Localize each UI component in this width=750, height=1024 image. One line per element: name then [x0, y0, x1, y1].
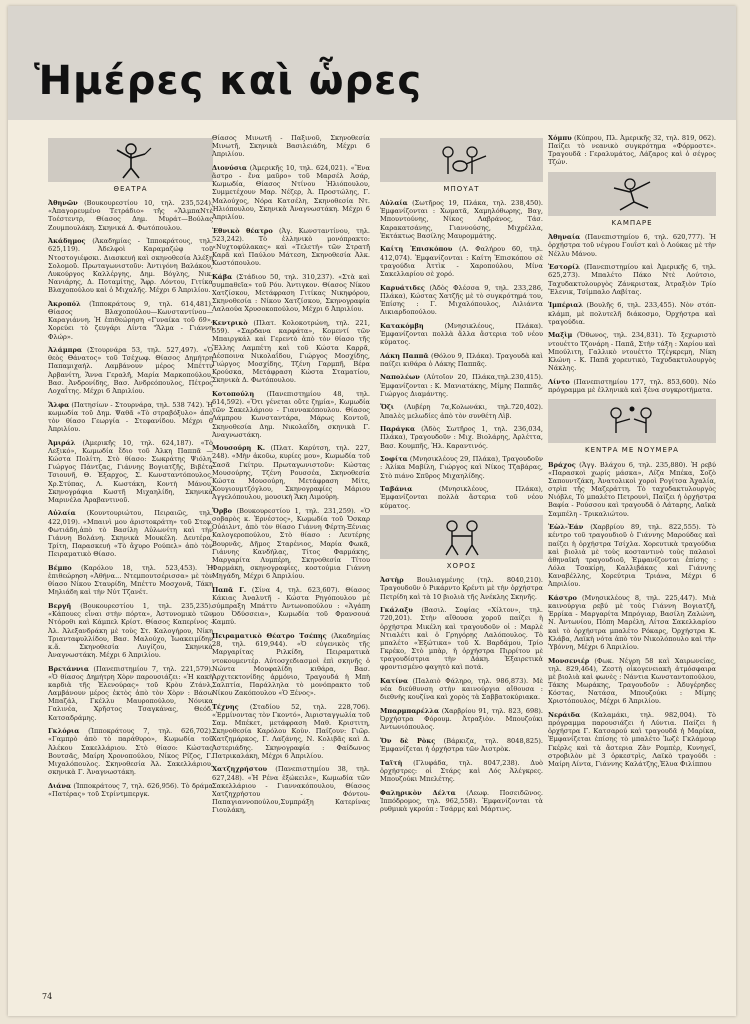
listing-entry	[212, 273, 370, 314]
venue-details: (Βάρκιζα, τηλ. 8048,825). Ἐμφανίζεται ἡ ὀρχήστρα τῶν Ἀιστρὸκ.	[380, 736, 543, 754]
listing-entry	[380, 245, 543, 278]
venue-details: (Ἁδὸς Φλέσσα 9, τηλ. 233,286, Πλάκα), Κώστας Χατζῆς μὲ τὸ συγκρότημά του, Ἐπίσης : Γ. Μιχαλόπουλος, Λιλιάντα Λικιαρδοπούλου.	[380, 283, 543, 317]
venue-name: Πειραματικὸ Θέατρο Τσέπης	[212, 632, 327, 641]
listing-entry	[380, 789, 543, 813]
listing-entry	[212, 507, 370, 580]
venue-name: Ἄλφα	[48, 400, 70, 409]
listing-entry	[380, 403, 543, 419]
venue-name: Παράγκα	[380, 425, 416, 434]
venue-name: Γκάλαξυ	[380, 606, 413, 615]
listing-entry	[380, 455, 543, 479]
listing-entry	[48, 439, 213, 504]
venue-details: (Φωκ. Νέγρη 58 καὶ Χαιρωνείας, τηλ. 829,464), Ζεστὴ οἰκογενειακὴ ἀτμόσφαιρα μὲ βιολιὰ καὶ φωνὲς : Νάντια Κωνσταντοπούλου, Τάκης Μωράκης, Τραγουδοῦν : Ἀδυγέρηδες Κόστας, Νατάσα, Μπουζούκι : Μίμης Χριστόπουλος, Μέχρι 6 Ἀπριλίου.	[548, 656, 716, 706]
venue-details: (Στουρνάρα 53, τηλ. 527,497). «Ὁ θεὸς Θάνατος» τοῦ Τσέχωφ. Θίασος Δημήτρη Παπαμιχαήλ. Λαμβάνουν μέρος Μπέττυ Ἀρβανίτη, Ἄννα Γεραλῆ, Μαρία Μαρκοπούλου, Βασ. Ἀνδρονίδης, Βασ. Ἀνδρεόπουλος, Πέτρος Λοχαΐτης. Μέχρι 6 Ἀπριλίου.	[48, 346, 213, 395]
venue-name: Κεντρικὸ	[212, 319, 248, 328]
venue-name: Ἀθηναία	[548, 233, 581, 242]
venue-details: (Βουκουρεστίου 1, τηλ. 231,259). «Ὁ σοβαρὸς κ. Ἐρνέστος», Κωμωδία τοῦ Ὄσκαρ Οὐάιλντ, ἀπὸ τὸν θίασο Γιάννη Φέρτη-Ξένιας Καλογεροπούλου, Στὸ θίασο : Λευτέρης Βουρνᾶς, Δῆμος Σταρένιος, Μαρία Φωκᾶ, Γιάννης Κανδήλας, Τίτος Φαρμάκης, Μαργαρίτα Λυμπέρη, Σκηνοθεσία Τίτου Φαρμάκη, σκηνογραφίες, κοστούμια Γιάννη Μηγάδη, Μέχρι 6 Ἀπριλίου.	[212, 506, 370, 581]
section-kentra	[548, 399, 716, 454]
theatre-illustration	[48, 138, 213, 182]
section-caption-kentra: ΚΕΝΤΡΑ ΜΕ ΝΟΥΜΕΡΑ	[585, 446, 679, 455]
venue-name: Τέχνης	[212, 702, 239, 711]
venue-details: (Θόλου 9, Πλάκα). Τραγουδὰ καὶ παίζει κιθάρα ὁ Λάκης Παππᾶς.	[380, 351, 543, 368]
listing-entry	[380, 284, 543, 317]
venue-details: (Κύπρου, Πλ. Ἀμερικῆς 32, τηλ. 819, 062). Παίζει τὸ νεανικὸ συγκρότημα «Φόρμοστε». Τραγουδᾶ : Γεραλυμάτος, Λάζαρος καὶ ὁ σέγρος Τζών.	[548, 134, 716, 167]
venue-details: (Πανεπιστημίου 7, τηλ. 221,579). «Ὁ θίασος Δημήτρη Χὸρν παρουσιάζει: «Ἡ κακὴ καρδιὰ τῆς Ἑλενούρας» τοῦ Κρὸυ Ζτάνλ, Λαμβάνουν μέρος ἐκτὸς ἀπὸ τὸν Χὸρν : Βάσω Μπαζάλ, Γκέλλυ Μαυροπούλου, Νόνικα Γαλινέα, Χρῆστος Τσαγκάνας, Θεόδ. Κατσαδράμης.	[48, 664, 213, 722]
venue-name: Σοφίτα	[380, 455, 408, 464]
venue-name: Ἱμπέριαλ	[548, 301, 584, 310]
listing-entry	[380, 322, 543, 346]
listing-entry	[212, 134, 370, 158]
listing-entry	[548, 378, 716, 394]
listing-entry	[48, 300, 213, 341]
column-2	[212, 134, 370, 1004]
venue-name: Διάνα	[48, 781, 72, 790]
listing-entry	[380, 677, 543, 701]
venue-details: (Σωτῆρος 19, Πλάκα, τηλ. 238,450). Ἐμφανίζονται : Χωματᾶ, Χαμηλόθωρης, Βαγ, Μπουντούνης, Νίκος Λαβράνος, Τάσ. Καρακατσάνης, Γιαννούσης, Μιχρέλλα, Ἐκτάκτως Βασίλης Μαυρομμάτης.	[380, 199, 543, 240]
section-caption-kampare: ΚΑΜΠΑΡΕ	[611, 219, 653, 228]
listing-entry	[380, 373, 543, 397]
venue-details: (Σταδίου 52, τηλ. 228,706). «Ἐρμίνοντας τὸν Γκοντό», Ἀιρισταγγωλία τοῦ Σαμ. Μπέκετ, μετάφραση Μαθ. Κριστιτη, Σκηνοθεσία Καρόλου Κοὺν. Παίζουν: Γιῶρ. Χατζημάρκος, Γ. Λαζάνης, Ν. Κολιβᾶς καὶ Δ. Ἀστεριάδης. Σκηνογραφία : Φαίδωνος Πατρικαλάκη, Μέχρι 6 Ἀπριλίου.	[212, 702, 370, 760]
page-title: Ἡμέρες καὶ ὧρες	[34, 58, 423, 104]
column-1	[48, 134, 213, 1004]
venue-name: Ἐστορίλ	[548, 263, 580, 272]
listing-entry	[48, 602, 213, 659]
venue-name: Αὐλαία	[380, 199, 408, 208]
listing-entry	[548, 523, 716, 588]
venue-details: (Βουκουρεστίου 10, τηλ. 235,524). «Ἀπαγορευμένο Τετράδιο» τῆς «ἌλμπαΝτὲ Τοέστεντρ, Θίασος Δημ. Μυράτ—Βούλας Ζουμπουλάκη. Σκηνικά Δ. Φωτόπουλου.	[48, 199, 213, 232]
section-caption-choros: ΧΟΡΟΣ	[446, 562, 477, 571]
kentra-illustration	[548, 399, 716, 443]
venue-details: (Ἱπποκράτους 9, τηλ. 614,481). Θίασος Βλαχοπούλου—Κωνσταντίνου—Καραγιάννη. Ἡ ἐπιθεώρηση «Γυναίκα τοῦ 69», Χορεύει τὸ ζευγάρι Λίντα "Ἄλμα - Γιάννη Φλώρ».	[48, 299, 213, 341]
venue-details: (Μνησικλέους 8, τηλ. 225,447). Μιὰ καινούργια ρεβύ μὲ τοὺς Γιάννη Βογιατζῆ, Ἐρρίκα - Μαργαρίτα Μπρόγιαρ, Βασίλη Ζαλώνη, Ν. Ἀντωνίου, Πόπη Μαρέλη, Λίτσα Σακελλαρίου καὶ τὸ ὀρχήστρα μπαλέτο Ρόκαρς, Ὀρχήστρα Κ. Κλάβα, Λαϊκὴ νότα ἀπὸ τὸν Νικολόπουλο καὶ τὴν Ὑβόννη, Μέχρι 6 Ἀπριλίου.	[548, 593, 716, 651]
listing-entry	[48, 665, 213, 722]
venue-name: Κατίνα	[380, 677, 409, 686]
bouat-illustration	[380, 138, 543, 182]
venue-details: (Λ. Φαλήρου 60, τηλ. 412,074). Ἐμφανίζονται : Καίτη Ἐπισκόπου σὲ τραγούδια Ἀττὶκ - Χαροπούλου, Μίνα Σακελλαρίου σὲ χορό.	[380, 245, 543, 278]
guitar-players-icon	[430, 140, 494, 180]
venue-name: Νεράιδα	[548, 710, 581, 719]
listing-entry	[48, 346, 213, 395]
listing-entry	[48, 509, 213, 558]
venue-name: Ἀθηνῶν	[48, 199, 78, 208]
venue-details: (Μνησικλέους 29, Πλάκα), Τραγουδοῦν : Ἀλίκα Μαβίλη, Γιώργος καὶ Νίκος Τζαβάρας, Στὸ πιάνο Σπῦρος Μιχαηλίδης.	[380, 455, 543, 480]
listing-entry	[548, 263, 716, 296]
venue-details: (Πλατ. Καρύτση, τηλ. 227, 248). «Μὴν ἀκοῦω, κυρίες μου», Κωμωδία τοῦ Σασᾶ Γκίτρυ. Πρωταγωνιστοῦν: Κώστας Μουσούρης, Τζένη Ρουσσέα, Σκηνοθεσία Κώστα Μουσούρη, Μετάφραση Μίτε, Κουγιουμτζόγλου, Σκηνογραφίες Μάριου Ἀγγελόπουλου, μουσικὴ Ἄκη Λιμούρη.	[212, 444, 370, 502]
venue-details: (Πανεπιστημίου 38, τηλ. 627,248). «Ἡ Ρένα ἐξώκειλε», Κωμωδία τῶν Σακελλάριου - Γιαννακόπουλου, Θίασος Χατζηχρήστου - Φόντου-Παπαγιαννοπούλου,Συμπράξη Κατερίνας Γιουλάκη,	[212, 765, 370, 815]
section-theatre	[48, 138, 213, 193]
venue-name: Ἀκάδημος	[48, 237, 86, 246]
venue-name: Μουσούρη Κ.	[212, 444, 266, 453]
section-choros	[380, 515, 543, 570]
venue-details: (Στάδιου 50, τηλ. 310,237). «Στὰ καὶ συμπαθεῖα» τοῦ Ρόυ. Ἀντιγκον. Θίασος Νίκου Χατζίσκου, Μετάφραση Γιτίκας Νικηφόρου, Σκηνοθεσία : Νίκου Χατζίσκου, Σκηνογραφία Λαλαούα Χρυσοκοπούλου, Μέχρι 6 Ἀπριλίου.	[212, 272, 370, 314]
venue-details: (Βουκουρεστίου 1, τηλ. 235,235). «Κάπουες εἶναι στὴν πόρτα», Ἀστυνομικὸ τῶν Ντόροθι καὶ Κάμπελ Κρίστ. Θίασος Καπερίνος - Ἀλ. Ἀλεξανδράκη μὲ τοὺς Στ. Καλογήρου, Νίκη Τριανταφυλλίδου, Βασ. Μαλούχο, Ἰωακειμίδην κ.ἄ. Σκηνοθεσία Λυγίζου, Σκηνικὰ Ἀναγνωστάκη. Μέχρι 6 Ἀπριλίου.	[48, 602, 213, 659]
venue-name: Βράχος	[548, 460, 576, 469]
listing-entry	[380, 606, 543, 671]
listing-entry	[380, 485, 543, 509]
venue-name: Ναπολέων	[380, 373, 420, 382]
listing-entry	[548, 233, 716, 257]
venue-name: Ὄν δὲ Ρὸκς	[380, 736, 436, 745]
venue-details: (Αὐτοῖον 20, Πλάκα,τηλ.230,415). Ἐμφανίζονται : Κ. Μανιατάκης, Μίμης Παππᾶς, Γιώργος Διαμάντης.	[380, 373, 543, 398]
listing-entry	[380, 199, 543, 240]
venue-name: Μαξὶμ	[548, 331, 573, 340]
page-number: 74	[42, 992, 53, 1001]
venue-name: Ὄζι	[380, 403, 394, 412]
venue-name: Χατζηχρήστου	[212, 765, 268, 774]
venue-details: (Μνησικλέους, Πλάκα). Ἐμφανίζονται πολλὰ ἄλλα ἄστερια τοῦ νέου κύματος.	[380, 321, 543, 346]
listing-entry	[548, 657, 716, 706]
dancing-couple-icon	[430, 517, 494, 557]
column-4	[548, 134, 716, 1004]
listing-entry	[212, 586, 370, 627]
venue-name: Κοτοπούλη	[212, 389, 255, 398]
column-3	[380, 134, 543, 1004]
venue-name: Ταβάνια	[380, 485, 413, 494]
listing-entry	[548, 711, 716, 768]
listing-entry	[380, 707, 543, 731]
listing-entry	[48, 401, 213, 434]
venue-name: Χόμπυ	[548, 134, 572, 142]
venue-details: (Ἱπποκράτους 7, τηλ. 626,956). Τὸ δράμα «Πατέρας» τοῦ Στρίντμπεργκ.	[48, 781, 213, 798]
venue-details: (Ἀμερικῆς 10, τηλ. 624,021). «Ἕνα ἄστρο - ἕνα μαῦρο» τοῦ Μαρσέλ Ἀσάρ, Κωμωδία, Θίασος Ντίνου Ἠλιόπουλου, Συμμετέχουν Μαρ. Νέζερ, Ἀ. Προστώλης, Γ. Μαλούχος, Νόρα Κατσέλη, Σκηνοθεσία Ντ. Ἠλιόπουλου, Σκηνικὰ Ἀναγνωστάκη. Μέχρι 6 Ἀπριλίου.	[212, 163, 370, 221]
listing-entry	[548, 331, 716, 372]
venue-details: (Πανεπιστημίου 6, τηλ. 620,777). Ἡ ὀρχήστρα τοῦ νέγρου Γουΐστ καὶ ὁ Λούκας μὲ τὴν Νέλλυ Μάνου.	[548, 233, 716, 258]
venue-name: Καρυάτιδες	[380, 283, 425, 292]
venue-details: (Λυβέρη 7α,Κολωνάκι, τηλ.720,402). Ἀπαλὲς μελωδίες ἀπὸ τὸν συνθέτη Λὶβ.	[380, 403, 543, 420]
listing-entry	[48, 727, 213, 776]
choros-illustration	[380, 515, 543, 559]
section-caption-theatre: ΘΕΑΤΡΑ	[113, 185, 148, 193]
venue-details: (Καλαμάκι, τηλ. 982,004). Τὸ πρόγραμμα παρουσιάζει ἡ Λύντια. Παίζει ἡ ὀρχήστρα Γ. Κατσαρού καὶ τραγουδᾶ ἡ Μαρίκα, Ἐμφανίζεται ἐπίσης τὸ μπαλέτο Ἰωζὲ Γκλάμουρ Γκέρλς καὶ τὰ ἄστερια Ζὰν Ρομπὲρ, Κυνηγεῖ, στροβιλὸν μὲ 3 ὀρκεστρὶς, Λαϊκὸ τραγούδι : Μαίρη Λίντα, Γιάννης Καλάτζης,Ἐλυα Φιλίππου	[548, 710, 716, 768]
venue-details: (Πανεπιστημίου 48, τηλ. 614,592). «Ὅτι γένεται οὔτε ζημία», Κωμωδία τῶν Σακελλάριου - Γιαννακόπουλου. Θίασος Λάμπρου Κωνσταντάρα, Μάρως Κοντοῦ, Σκηνοθεσία Δημ. Νικολαΐδη, σκηνικὰ Γ. Ἀναγνωστάκη.	[212, 389, 370, 439]
listing-entry	[548, 301, 716, 325]
venue-details: (Ἀκαδημίας - Ἱπποκράτους, τηλ. 625,119). Ἀδελφοὶ Καραμαζώφ τοῦ Ντοστογιέφσκι. Διασκευή καὶ σκηνοθεσία Ἀλέξη Σολομοῦ. Πρωταγωνιστοῦν: Ἀντιγόνη Βαλάκου, Λυκούργος Καλλέργης, Δημ. Βόγλης, Νικ. Νανιάρης, Δ. Ποταμίτης, Ἄφρ. Λόντου, Γιτίκα Βλαχοπούλου καὶ ὁ Μιχαλῆς. Μέχρι 6 Ἀπριλίου.	[48, 237, 213, 295]
listing-entry	[380, 425, 543, 449]
cabaret-dancer-icon	[600, 174, 664, 214]
listing-entry	[212, 632, 370, 697]
venue-details: (Μνησικλέους, Πλάκα), Ἐμφανίζονται πολλὰ ἄστερια τοῦ νέου κύματος.	[380, 485, 543, 510]
venue-name: Λίντο	[548, 377, 570, 386]
venue-name: Ἀμιράλ	[48, 438, 76, 447]
venue-name: Ἐθνικὸ θέατρο	[212, 226, 273, 235]
venue-details: (Πανεπιστημίου 177, τηλ. 853,600). Νέο πρόγραμμα μὲ ἑλληνικὰ καὶ ξένα συγκροτήματα.	[548, 377, 716, 394]
venue-name: Βέμπο	[48, 563, 72, 572]
venue-details: (Ἀγγ. Βλάχου 6, τηλ. 235,880). Ἡ ρεβύ «Παρασκοὶ χωρίς μάσκα», Λίζα Μπέκα, Σοζὸ Σαπουντζάκη, Ἀνατολικοὶ χοροὶ Ρογίτσα Ἀχαλία, στρὶπ τῆς Μαζεράττη. Τὸ ταχυδακτυλουργὸς Νιόβλε, Τὸ μπαλέτο Πετρουνὶ, Παίζει ἡ ὀρχήστρα Βαφία - Ρούσσου καὶ τραγουδᾶ ὁ Λάταρης, Λαϊκὰ Σαμπέλη - Τρικαλιώτου.	[548, 460, 716, 518]
venue-name: Ἐὼλ-Ἐάν	[548, 523, 584, 532]
listing-entry	[48, 237, 213, 294]
venue-name: Βεργῆ	[48, 602, 72, 611]
listing-entry	[548, 594, 716, 651]
venue-name: Κατακόμβη	[380, 321, 424, 330]
venue-details: (Ἀμερικῆς 10, τηλ. 624,187). «Τὸ Λεξικό», Κωμωδία ἔδιο τοῦ Ἀλκη Παππᾶ — Κώστα Πολίτη. Στὸ θίασο: Σωκράτης Ψιόλη, Γιώργος Πάντζας, Γιάννης Βογιατζῆς, Βιβέτα Τσιουνῆ, Θ. Ἐξαρχος, Σ. Κωνσταντόπουλος, Χρ.Στύπας, Λ. Κωστάκη, Κοντὴ Μάνου, Σκηνογράφια Κωστῆ Μιχαηλίδη, Σκηνικὰ Μαρινέλα Ἀραβαντινοῦ.	[48, 438, 213, 504]
venue-name: Ἀκροπόλ	[48, 299, 81, 308]
venue-details: (Πλατ. Κολοκοτρώνη, τηλ. 221, 559). «Σαρδανα καρφάτα», Κομεντί τῶν Μπαιργκάλ καὶ Γερεντὸ ἀπὸ τὸν θίασο τῆς Ἔλλης Λαμπέτη καὶ τοῦ Κώστα Καρρᾶ, Δέσποινα Νικολαΐδου, Γιώργος Μοσχίδης, Γιώργος Μοσχίδης, Τζένη Γαρμπῆ, Βέρα Κρούσκα, Μετάφραση Κώστα Σταματίου, Σκηνικὰ Δ. Φωτόπουλου.	[212, 319, 370, 385]
venue-name: Φαληρικὸν Δέλτα	[380, 788, 456, 797]
listing-entry	[212, 390, 370, 439]
listing-entry	[48, 564, 213, 597]
juggler-figures-icon	[600, 401, 664, 441]
listing-entry	[212, 765, 370, 814]
venue-details: (Πανεπιστημίου καὶ Ἀμερικῆς 6, τηλ. 625,273). Μπαλέτο Πάκο Ντὲ Λούτσιο, Ταχυδακτυλουργὸς Ζάνκριστακ, Ἀτραξιὸν Τρίο Ἔλενικ, Τσίμπαλο Λαβίτας.	[548, 263, 716, 296]
venue-details: (Λεωφ. Ποσειδῶνος. Ἱππόδρομος, τηλ. 962,558). Ἐμφανίζονται τὰ ρυθμικὰ γκρούπ : Τσάρμς καὶ Μάρτινς.	[380, 788, 543, 814]
venue-name: Αὐλαία	[48, 509, 76, 518]
listing-entry	[380, 759, 543, 783]
listing-entry	[548, 461, 716, 518]
listing-entry	[548, 134, 716, 167]
venue-details: (Παλαιὸ Φάληρο, τηλ. 986,873). Μὲ νέα διεύθυνση στὴν καινούργια αἴθουσα : διεθνὴς κουζίνα καὶ χορὸς τὰ Σαββατοκύριακα.	[380, 677, 543, 702]
venue-name: Ἀστὴρ	[380, 576, 404, 585]
section-bouat	[380, 138, 543, 193]
venue-details: (Πατησίων - Στουρνάρα, τηλ. 538 742). Ἡ κωμωδία τοῦ Δημ. Ψαθᾶ «Τὸ στραβόξυλο» ἀπὸ τὸν θίασο Γεωργία - Στεφανίδου. Μέχρι 6 Ἀπριλίου.	[48, 400, 213, 434]
venue-details: (Βουλῆς 6, τηλ. 233,455). Νὸν στόπ-κλάμπ, μὲ πολυτελῆ διάκοσμο, Ὀρχήστρα καὶ τραγούδια.	[548, 301, 716, 326]
venue-details: (Σίνα 4, τηλ. 623,607). Θίασος Κάκιας Ἀναλυτῆ - Κώστα Ρηγόπουλου μὲ σύμπραξη Μπάττυ Ἀντωνοπούλου : «Ἀγάπη μου Ὀδύσσεια», Κωμωδία τοῦ Φρανσουά Καμπύ.	[212, 585, 370, 627]
section-kampare	[548, 172, 716, 227]
venue-details: (Κουντουριώτου, Πειραιῶς, τηλ. 422,019). «Μπαινὶ μου ἀριστοκράτη» τοῦ Στεφ. Φωτιάδη,ἀπὸ τὸ Βασίλη Αὐλωνίτη καὶ τὴν Γιάννη Βολάνη. Σκηνικὰ Μουκέλη. Δευτέρα, Τρίτη, Παρασκευή «Τὸ ἄχυρο Ρούπελ» ἀπὸ τὸν Πειραματικὸ Θίασο.	[48, 509, 213, 559]
venue-details: (Ἁδὸς Σωτῆρος 1, τηλ. 236,034, Πλάκα), Τραγουδοῦν : Μιχ. Βιολάρης, Ἀρλέττα, Βασ. Κουμπῆς, Ἠλ. Καραντινός.	[380, 425, 543, 450]
venue-name: Παπᾶ Γ.	[212, 585, 247, 594]
venue-details: (Ἱπποκράτους 7, τηλ. 626,702). «Γαμπρὸ ἀπὸ τὸ παράθυρο», Κωμωδία τοῦ Ἀλέκου Σακελλάριου. Στὸ θίασο: Κώστας Βουτσᾶς, Μαίρη Χρονοπούλου, Νίκος Ρίζος, Γ. Μιχαλόπουλος. Σκηνοθεσία Ἀλ. Σακελλάριου, σκηνικὰ Γ. Ἀναγνωστάκη.	[48, 727, 213, 776]
section-caption-bouat: ΜΠΟΥΑΤ	[443, 185, 480, 193]
venue-name: Βρετάννια	[48, 664, 89, 673]
actor-figure-icon	[99, 140, 163, 180]
listing-entry	[380, 352, 543, 368]
venue-details: (Βασιλ. Σοφίας «Χίλτον», τηλ. 720,201). Στὴν αἴθουσα χοροῦ παίζει ἡ ὀρχήστρα Μικέλη καὶ τραγουδοῦν οἱ : Μαρλὲ Ντιαλέτι καὶ ὁ Γρηγόρης Λαλόπουλος. Τὸ μπαλέτο «Ἐξώτικα» τοῦ Χ. Βαρδάμου, Τρίο Γκρέκο, Στὸ μπὰρ, ἡ ὀρχήστρα Πιρρίτου μὲ τραγουδίστρια τὴν Δάκη. Ἐξαιρετικὰ φροντισμένο φαγητὸ καὶ ποτά.	[380, 606, 543, 672]
venue-name: Καίτη Ἐπισκόπου	[380, 245, 453, 254]
venue-details: Βουλιαγμένης (τηλ. 8040,210). Τραγουδοῦν ὁ Ρικάρντο Κρέντι μὲ τὴν ὀρχήστρα Πετρίδη καὶ τὰ 10 βιολιὰ τῆς Ἀνέκλης Σκηνῆς.	[380, 576, 543, 601]
venue-name: Ὄρβο	[212, 506, 232, 515]
venue-details: (Χαρβρίου 91, τηλ. 823, 698). Ὀρχήστρα Φόρουμ. Ἀτραξιὸν. Μπουζούκι Ἀντωνιόπουλος.	[380, 707, 543, 732]
venue-details: (Ὄθωνος, τηλ. 234,831). Τὸ ξεχωριστὸ ντουέττο Τζονάρη - Παπᾶ, Στὴν τάξη : Χαρίου καὶ Μπούλιτη, Γαλλικὸ ντουέττο Τζέγκρεμη, Νίκη Κλώνη - Κ. Παπᾶ χορευτικὸ, Ταχυδακτυλουργὸς Νάκλης.	[548, 331, 716, 372]
magazine-page	[8, 6, 736, 1016]
listing-entry	[380, 576, 543, 600]
venue-name: Κάστρο	[548, 593, 577, 602]
venue-name: Μονσενιέρ	[548, 656, 590, 665]
listing-entry	[48, 782, 213, 798]
kampare-illustration	[548, 172, 716, 216]
venue-name: Κάβα	[212, 272, 233, 281]
venue-details: (Χαρβρίου 89, τηλ. 822,555). Τὸ κέντρο τοῦ τραγουδιοῦ ὁ Γιάννης Μαρούδας καὶ παίζει ἡ ὀρχήστρα Τσίχλα. Χορευτικὰ τραγούδια καὶ βιολιὰ μὲ τοὺς κοσταντινὸ τοὺς παλαιοὶ ἀθηναϊκὴ τραγουδιοῦ, Ἐμφανίζονται ἐπίσης : Λόλα Τσακίρη, Καλλιβάκας καὶ Γιάννης Καναβέλλης, Χορεύτρια Τριάνα, Μέχρι 6 Ἀπριλίου.	[548, 523, 716, 589]
venue-name: Γκλόρια	[48, 727, 80, 736]
venue-details: Θίασος Μινωτῆ - Παξινοῦ, Σκηνοθεσία Μινωτῆ, Σκηνικὰ Βασιλειάδη, Μέχρι 6 Ἀπριλίου.	[212, 134, 370, 159]
listing-entry	[48, 199, 213, 232]
venue-name: Διονύσια	[212, 163, 247, 172]
venue-name: Ἀλάμπρα	[48, 346, 82, 355]
listing-entry	[380, 737, 543, 753]
venue-details: (Ἀγ. Κωνσταντίνου, τηλ. 523,242). Τὸ ἑλληνικὸ μονόπρακτο: «Νυχτοφύλακας» καὶ «Τελετή» τῶν Στρατῆ Καρᾶ καὶ Παύλου Μάτεση, Σκηνοθεσία Ἀλκ. Κωστόπουλου.	[212, 226, 370, 268]
venue-name: Ταϊτὴ	[380, 758, 403, 767]
venue-details: (Ἀκαδημίας 28, τηλ. 619,944). «Ὁ εὐγενικὸς τῆς Μαργαρίτας Ριλκίδη, Πειραματικὰ ντοκουμεντέρ. Αὐτοσχεδιασμοὶ ἐπὶ σκηνῆς ὁ Νώντα Μουφαλίδη κιθάρα, Βασ. Ἀρχιτεκτονίδης ἀρμόνιο, Τραγουδά ἡ Μπὴ Σαλπτία, Παράλληλα τὸ μονόπρακτο τοῦ Νίκου Ζακόπουλου «Ὁ Ξένος».	[212, 632, 370, 698]
listing-entry	[212, 703, 370, 760]
venue-details: (Γλυφάδα, τηλ. 8047,238). Δυὸ ὀρχήστρες: οἱ Στάρς καὶ Λός Ἀλέγκρες. Μπουζούκι Μπελέτης.	[380, 758, 543, 784]
venue-name: Λάκη Παππᾶ	[380, 351, 429, 360]
listing-entry	[212, 319, 370, 384]
listing-entry	[212, 164, 370, 221]
venue-details: (Καρόλου 18, τηλ. 523,453). Ἡ ἐπιθεώρηση «Ἀθήνα... Ντεμπουτσέρισσα» μὲ τὸν θίασο Νίκου Σταυρίδη, Μπέττυ Μοσχονᾶ, Τάκη Μηλιάδη καὶ τὴν Νύτ Τζανέτ.	[48, 563, 213, 597]
venue-name: Μπαρμπαρέλλα	[380, 707, 440, 715]
listing-entry	[212, 227, 370, 268]
listing-entry	[212, 444, 370, 501]
